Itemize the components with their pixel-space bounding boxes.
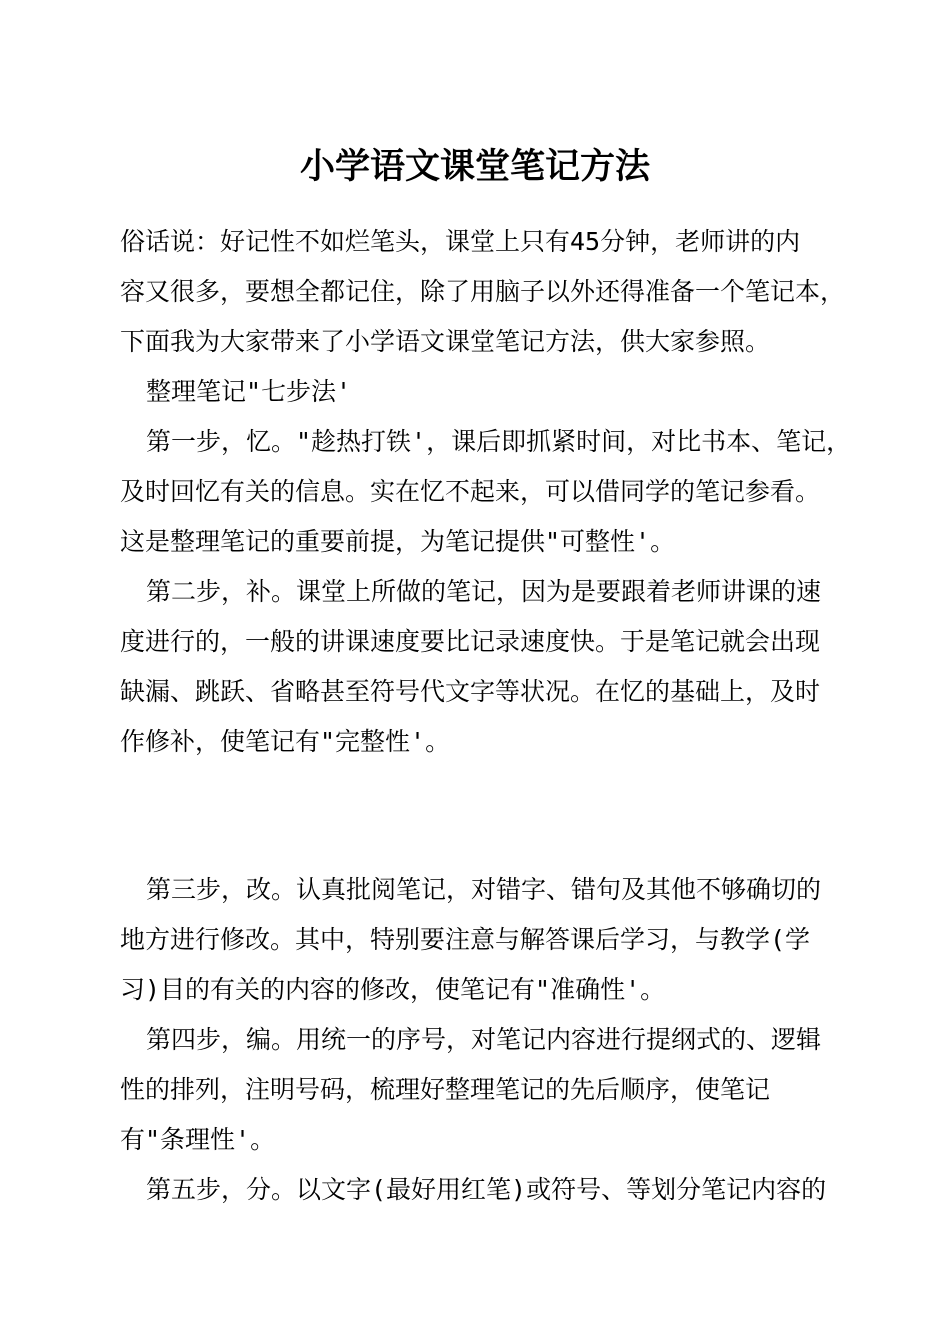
paragraph-line: 第二步，补。课堂上所做的笔记，因为是要跟着老师讲课的速 bbox=[146, 577, 822, 606]
paragraph-line: 及时回忆有关的信息。实在忆不起来，可以借同学的笔记参看。 bbox=[120, 477, 821, 506]
paragraph-line: 第四步，编。用统一的序号，对笔记内容进行提纲式的、逻辑 bbox=[146, 1025, 822, 1054]
paragraph-line: 作修补，使笔记有"完整性'。 bbox=[120, 727, 451, 756]
paragraph-line: 地方进行修改。其中，特别要注意与解答课后学习，与教学(学 bbox=[120, 925, 811, 954]
paragraph-line: 习)目的有关的内容的修改，使笔记有"准确性'。 bbox=[120, 975, 666, 1004]
paragraph-line: 缺漏、跳跃、省略甚至符号代文字等状况。在忆的基础上，及时 bbox=[120, 677, 821, 706]
paragraph-line: 下面我为大家带来了小学语文课堂笔记方法，供大家参照。 bbox=[120, 327, 771, 356]
paragraph-line: 第三步，改。认真批阅笔记，对错字、错句及其他不够确切的 bbox=[146, 875, 822, 904]
section-heading: 整理笔记"七步法' bbox=[146, 377, 352, 406]
paragraph-line: 性的排列，注明号码，梳理好整理笔记的先后顺序，使笔记 bbox=[120, 1075, 771, 1104]
paragraph-line: 这是整理笔记的重要前提，为笔记提供"可整性'。 bbox=[120, 527, 676, 556]
paragraph-line: 第五步，分。以文字(最好用红笔)或符号、等划分笔记内容的 bbox=[146, 1175, 827, 1204]
paragraph-line: 容又很多，要想全都记住，除了用脑子以外还得准备一个笔记本， bbox=[120, 277, 846, 306]
paragraph-line: 度进行的，一般的讲课速度要比记录速度快。于是笔记就会出现 bbox=[120, 627, 821, 656]
paragraph-line: 俗话说：好记性不如烂笔头，课堂上只有45分钟，老师讲的内 bbox=[120, 227, 801, 256]
paragraph-line: 有"条理性'。 bbox=[120, 1125, 276, 1154]
paragraph-line: 第一步，忆。"趁热打铁'，课后即抓紧时间，对比书本、笔记， bbox=[146, 427, 852, 456]
document-title: 小学语文课堂笔记方法 bbox=[299, 146, 650, 187]
